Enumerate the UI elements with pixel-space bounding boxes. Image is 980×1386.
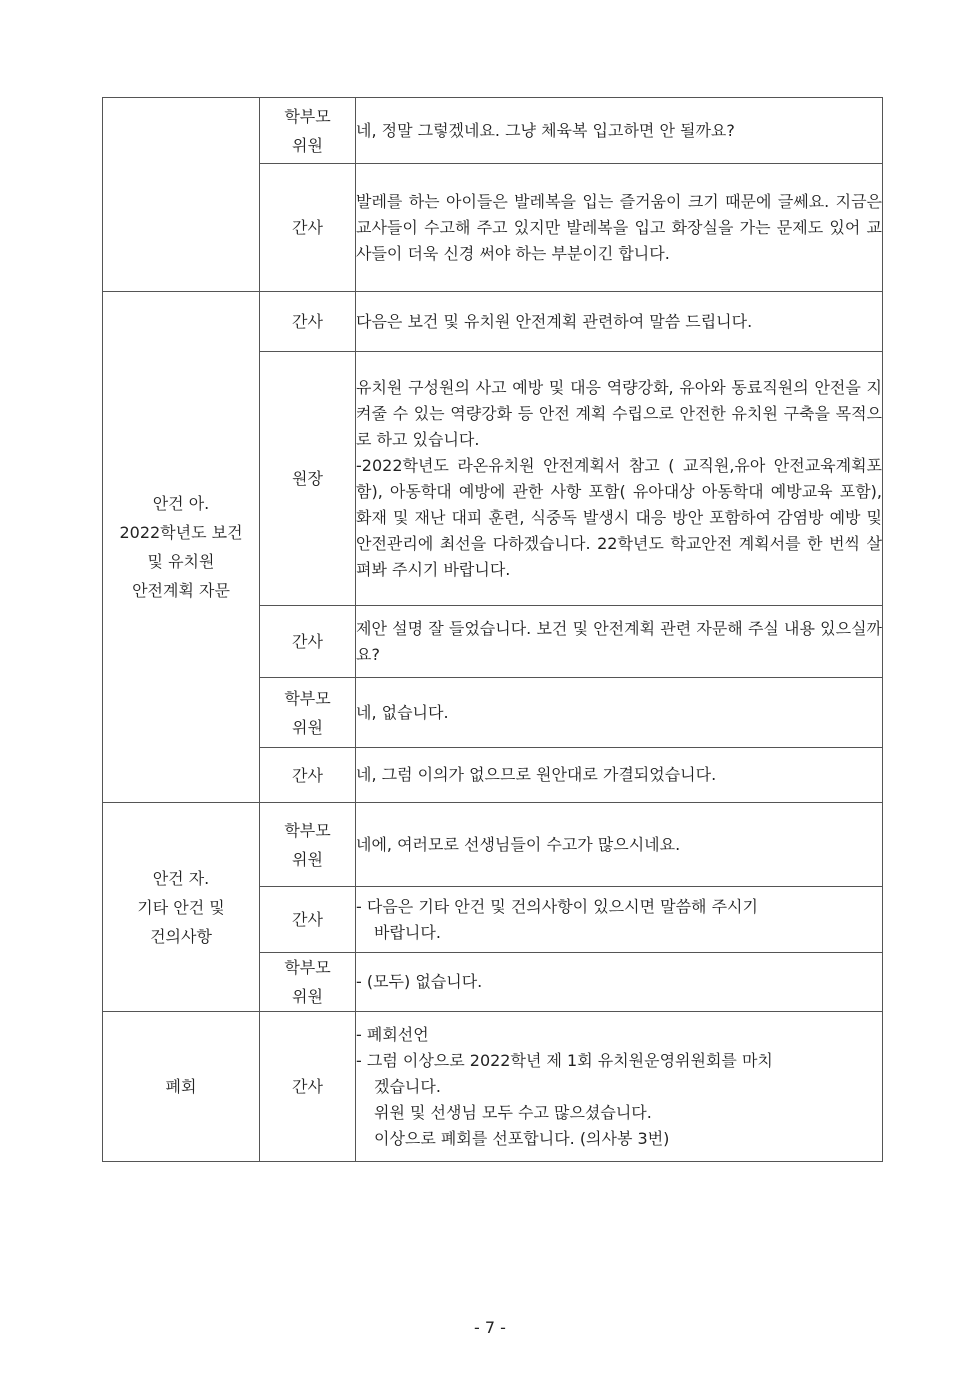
agenda-cell bbox=[103, 98, 260, 292]
speaker-label: 간사 bbox=[292, 910, 323, 929]
content-cell bbox=[356, 352, 883, 606]
page-number: - 7 - bbox=[474, 1318, 506, 1337]
speaker-label: 학부모 bbox=[284, 688, 331, 708]
speaker-cell bbox=[260, 292, 356, 352]
content-line: 제안 설명 잘 들었습니다. 보건 및 안전계획 관련 자문해 주실 내용 있으실까요? bbox=[356, 618, 882, 664]
speaker-label: 위원 bbox=[292, 717, 323, 737]
speaker-label: 학부모 bbox=[284, 106, 331, 126]
agenda-cell bbox=[103, 1012, 260, 1162]
content-line: 다음은 보건 및 유치원 안전계획 관련하여 말씀 드립니다. bbox=[356, 311, 753, 331]
agenda-label: 2022학년도 보건 bbox=[119, 523, 243, 542]
speaker-label: 간사 bbox=[292, 765, 323, 785]
content-line: - (모두) 없습니다. bbox=[356, 972, 483, 991]
content-line: 위원 및 선생님 모두 수고 많으셨습니다. bbox=[374, 1102, 652, 1122]
content-line: - 그럼 이상으로 2022학년 제 1회 유치원운영위원회를 마치 bbox=[356, 1050, 773, 1070]
content-cell bbox=[356, 887, 883, 953]
speaker-cell bbox=[260, 164, 356, 292]
content-line: 겠습니다. bbox=[374, 1076, 441, 1096]
content-line: 네, 없습니다. bbox=[356, 702, 449, 722]
content-cell bbox=[356, 164, 883, 292]
agenda-label: 안건 아. bbox=[152, 494, 210, 513]
speaker-label: 간사 bbox=[292, 218, 323, 237]
agenda-label: 안전계획 자문 bbox=[132, 581, 230, 600]
content-line: - 폐회선언 bbox=[356, 1024, 429, 1044]
agenda-label: 기타 안건 및 bbox=[137, 897, 225, 917]
table-row bbox=[103, 1012, 883, 1162]
table-row bbox=[103, 98, 883, 164]
content-cell bbox=[356, 606, 883, 678]
speaker-label: 위원 bbox=[292, 987, 323, 1006]
agenda-cell bbox=[103, 803, 260, 1012]
content-line: - 다음은 기타 안건 및 건의사항이 있으시면 말씀해 주시기 bbox=[356, 896, 758, 916]
speaker-label: 위원 bbox=[292, 135, 323, 155]
speaker-cell bbox=[260, 953, 356, 1012]
speaker-cell bbox=[260, 352, 356, 606]
speaker-label: 간사 bbox=[292, 312, 323, 331]
speaker-cell bbox=[260, 803, 356, 887]
agenda-label: 폐회 bbox=[165, 1077, 197, 1096]
content-line: 네에, 여러모로 선생님들이 수고가 많으시네요. bbox=[356, 834, 681, 854]
speaker-cell bbox=[260, 98, 356, 164]
content-line: 바랍니다. bbox=[374, 922, 441, 942]
content-line: 유치원 구성원의 사고 예방 및 대응 역량강화, 유아와 동료직원의 안전을 지켜줄 수 있는 역량강화 등 안전 계획 수립으로 안전한 유치원 구축을 목적으로 하고 있습니다. bbox=[356, 377, 882, 449]
content-cell bbox=[356, 292, 883, 352]
speaker-cell bbox=[260, 678, 356, 748]
speaker-label: 위원 bbox=[292, 849, 323, 869]
content-cell bbox=[356, 803, 883, 887]
content-cell bbox=[356, 953, 883, 1012]
speaker-label: 학부모 bbox=[284, 820, 331, 840]
speaker-cell bbox=[260, 1012, 356, 1162]
agenda-label: 및 유치원 bbox=[147, 552, 215, 571]
content-cell bbox=[356, 678, 883, 748]
content-line: 이상으로 폐회를 선포합니다. (의사봉 3번) bbox=[374, 1128, 670, 1148]
table-row bbox=[103, 292, 883, 352]
speaker-label: 학부모 bbox=[284, 958, 331, 977]
speaker-label: 간사 bbox=[292, 632, 323, 651]
table-row bbox=[103, 803, 883, 887]
speaker-cell bbox=[260, 748, 356, 803]
content-line: -2022학년도 라온유치원 안전계획서 참고 ( 교직원,유아 안전교육계획포함), 아동학대 예방에 관한 사항 포함( 유아대상 아동학대 예방교육 포함), 화재 및 재난 대피 훈련, 식중독 발생시 대응 방안 포함하여 감염방 예방 및 안전관리에 최선을 다하겠습니다. 22학년도 학교안전 계획서를 한 번씩 살펴봐 주시기 바랍니다. bbox=[356, 455, 882, 579]
content-cell bbox=[356, 1012, 883, 1162]
content-cell bbox=[356, 748, 883, 803]
agenda-label: 건의사항 bbox=[150, 926, 212, 946]
speaker-label: 원장 bbox=[292, 469, 323, 488]
content-line: 네, 그럼 이의가 없으므로 원안대로 가결되었습니다. bbox=[356, 765, 717, 784]
agenda-label: 안건 자. bbox=[152, 868, 210, 888]
agenda-cell bbox=[103, 292, 260, 803]
speaker-cell bbox=[260, 606, 356, 678]
content-line: 네, 정말 그렇겠네요. 그냥 체육복 입고하면 안 될까요? bbox=[356, 120, 735, 140]
content-cell bbox=[356, 98, 883, 164]
speaker-label: 간사 bbox=[292, 1077, 323, 1096]
content-line: 발레를 하는 아이들은 발레복을 입는 즐거움이 크기 때문에 글쎄요. 지금은 교사들이 수고해 주고 있지만 발레복을 입고 화장실을 가는 문제도 있어 교사들이 더욱 신경 써야 하는 부분이긴 합니다. bbox=[356, 191, 882, 263]
speaker-cell bbox=[260, 887, 356, 953]
minutes-table bbox=[102, 97, 883, 1162]
